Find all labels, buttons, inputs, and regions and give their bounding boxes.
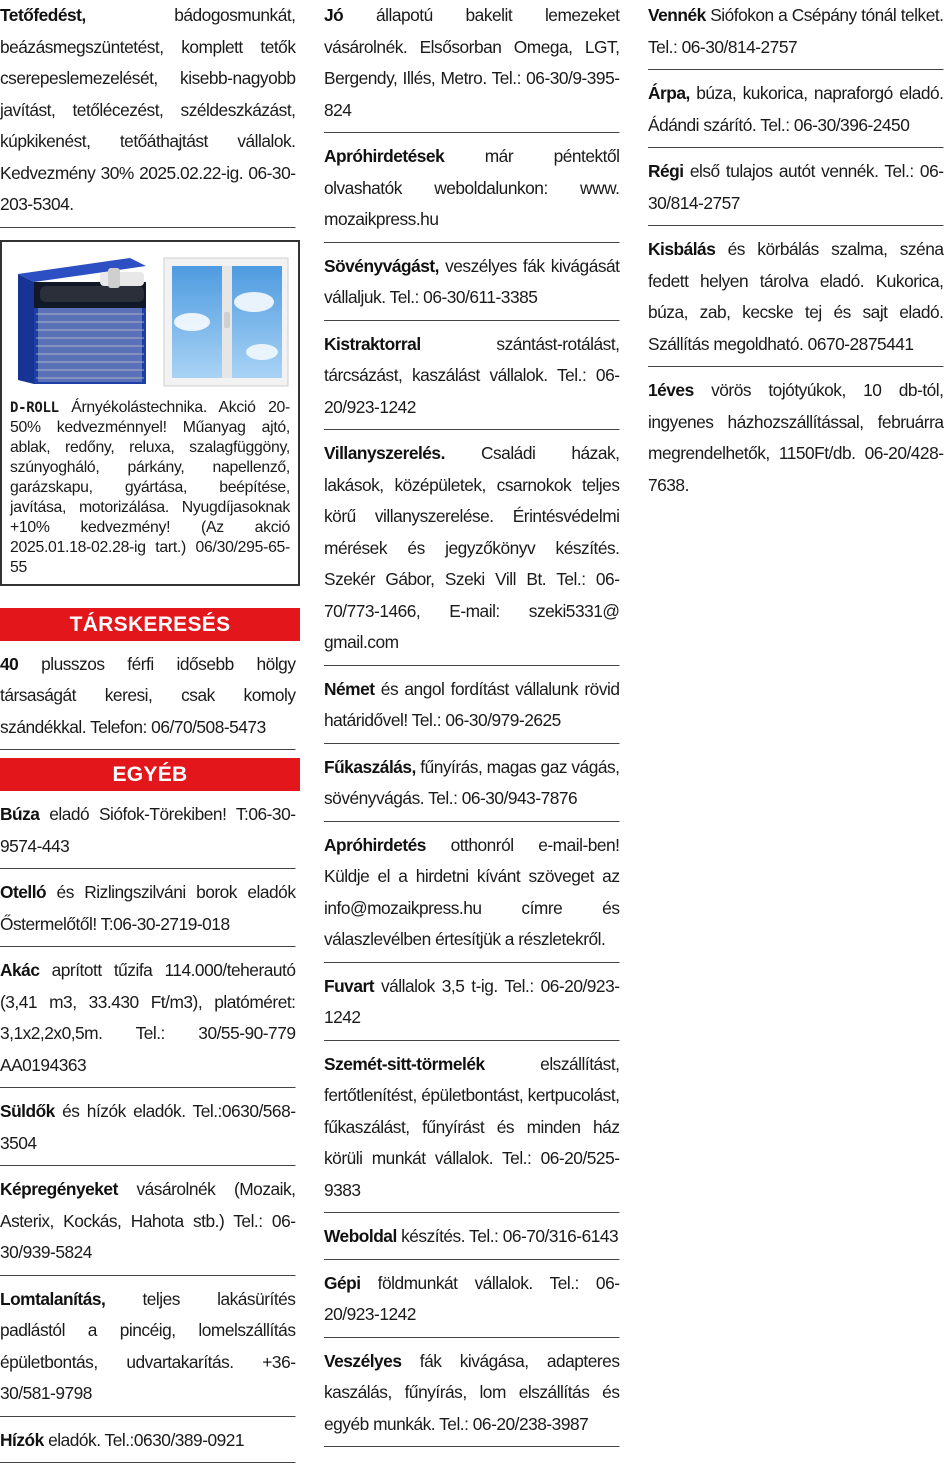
droll-brand: D-ROLL xyxy=(10,399,59,416)
ad-text: teljes lakásürítés padlástól a pincéig, lomelszállítás épületbontás, udvartakarítás. +36-30/581-9798 xyxy=(0,1288,296,1403)
ad-hizok xyxy=(0,1425,296,1464)
ad-sovenyvagast xyxy=(324,251,620,321)
ad-buza xyxy=(0,799,296,869)
ad-keyword: Árpa, xyxy=(648,83,690,103)
droll-box-ad xyxy=(0,240,300,586)
ad-aprohirdetesek xyxy=(324,141,620,243)
ad-keyword: Jó xyxy=(324,5,344,25)
droll-body: Árnyékolástechnika. Akció 20-50% kedvezménnyel! Műanyag ajtó, ablak, redőny, reluxa, szalagfüggöny, szúnyogháló, párkány, napellenző, garázskapu, gyártása, beépítése, javítása, motorizálása. Nyugdíjasoknak +10% kedvezmény! (Az akció 2025.01.18-02.28-ig tart.) 06/30/295-65-55 xyxy=(10,398,290,576)
ad-40 xyxy=(0,649,296,751)
ad-keyword: Fuvart xyxy=(324,975,375,996)
ad-text: már péntektől olvashatók weboldalunkon: www. mozaikpress.hu xyxy=(324,146,620,229)
ad-text: szántást-rotálást, tárcsázást, kaszálást vállalok. Tel.: 06-20/923-1242 xyxy=(324,333,620,417)
ad-keyword: 40 xyxy=(0,653,19,674)
ad-text: veszélyes fák kivágását vállaljuk. Tel.: 06-30/611-3385 xyxy=(324,255,620,307)
ad-suldok xyxy=(0,1096,296,1166)
ad-keyword: 1éves xyxy=(648,380,694,400)
ad-text: Siófokon a Csépány tónál telket. Tel.: 06-30/814-2757 xyxy=(648,5,944,57)
ad-keyword: Szemét-sitt-törmelék xyxy=(324,1053,485,1074)
ad-1eves xyxy=(648,375,944,507)
ad-keyword: Süldők xyxy=(0,1101,55,1121)
ad-keyword: Lomtalanítás, xyxy=(0,1288,106,1309)
section-header-egyeb: EGYÉB xyxy=(0,758,300,791)
ad-regi xyxy=(648,156,944,226)
ad-text: eladók. Tel.:0630/389-0921 xyxy=(43,1429,245,1450)
ad-keyword: Fűkaszálás, xyxy=(324,756,416,777)
ad-otello xyxy=(0,877,296,947)
droll-text xyxy=(10,398,290,578)
ad-jo xyxy=(324,0,620,133)
ad-text: és angol fordítást vállalunk rövid határidővel! Tel.: 06-30/979-2625 xyxy=(324,678,620,730)
column-2 xyxy=(324,0,624,1455)
roller-shutter-image xyxy=(10,252,150,388)
window-image xyxy=(162,252,290,388)
droll-images xyxy=(10,252,290,390)
ad-keyword: Kistraktorral xyxy=(324,333,421,354)
ad-szemet xyxy=(324,1049,620,1214)
ad-keyword: Weboldal xyxy=(324,1226,397,1246)
ad-keyword: Vennék xyxy=(648,5,706,25)
ad-keyword: Képregényeket xyxy=(0,1179,118,1199)
ad-lomtalanitas xyxy=(0,1284,296,1417)
ad-veszelyes xyxy=(324,1346,620,1448)
ad-text: fűnyírás, magas gaz vágás, sövényvágás. Tel.: 06-30/943-7876 xyxy=(324,756,620,808)
ad-text: fák kivágása, adapteres kaszálás, fűnyírás, lom elszállítás és egyéb munkák. Tel.: 06-20/238-3987 xyxy=(324,1350,620,1434)
ad-keyword: Búza xyxy=(0,804,40,824)
ad-kisbalas xyxy=(648,234,944,367)
ad-keyword: Tetőfedést, xyxy=(0,5,86,25)
ad-vennek xyxy=(648,0,944,70)
ad-keyword: Kisbálás xyxy=(648,239,716,259)
ad-text: vállalok 3,5 t-ig. Tel.: 06-20/923-1242 xyxy=(324,975,620,1027)
ad-text: elszállítást, fertőtlenítést, épületbontást, kertpucolást, fűkaszálást, fűnyírást és minden ház körüli munkát vállalok. Tel.: 06-20/525-9383 xyxy=(324,1053,620,1200)
ad-text: aprított tűzifa 114.000/teherautó (3,41 m3, 33.430 Ft/m3), platóméret: 3,1x2,2x0,5m. Tel.: 30/55-90-779 AA0194363 xyxy=(0,960,296,1075)
ad-keyword: Gépi xyxy=(324,1272,361,1293)
ad-keyword: Veszélyes xyxy=(324,1350,402,1371)
ad-text: készítés. Tel.: 06-70/316-6143 xyxy=(396,1226,619,1246)
ad-text: földmunkát vállalok. Tel.: 06-20/923-1242 xyxy=(324,1272,620,1324)
ad-tetofedest xyxy=(0,0,296,228)
column-1 xyxy=(0,0,300,1471)
ad-fukaszalas xyxy=(324,752,620,822)
section-header-tarskereses: TÁRSKERESÉS xyxy=(0,608,300,641)
ad-keyword: Régi xyxy=(648,161,684,181)
ad-aprohirdetes-email xyxy=(324,830,620,963)
ad-text: otthonról e-mail-ben! Küldje el a hirdetni kívánt szöveget az info@mozaikpress.hu címre és válaszlevélben értesítjük a részletekről. xyxy=(324,834,620,949)
ad-akac xyxy=(0,955,296,1088)
ad-villanyszereles xyxy=(324,438,620,666)
ad-text: vásárolnék (Mozaik, Asterix, Kockás, Hahota stb.) Tel.: 06-30/939-5824 xyxy=(0,1179,296,1262)
ad-nemet xyxy=(324,674,620,744)
ad-text: és körbálás szalma, széna fedett helyen tárolva eladó. Kukorica, búza, zab, kecske tej és sajt eladó. Szállítás megoldható. 0670-2875441 xyxy=(648,239,944,354)
ad-keyword: Német xyxy=(324,678,375,699)
ad-arpa xyxy=(648,78,944,148)
ad-keyword: Apróhirdetés xyxy=(324,834,426,855)
ad-text: vörös tojótyúkok, 10 db-tól, ingyenes házhozszállítással, februárra megrendelhetők, 1150Ft/db. 06-20/428-7638. xyxy=(648,380,944,495)
ad-text: bádogosmunkát, beázásmegszüntetést, komplett tetők cserepeslemezelését, kisebb-nagyobb javítást, tetőlécezést, széldeszkázást, kúpkikenést, tetőáthajtást vállalok. Kedvezmény 30% 2025.02.22-ig. 06-30-203-5304. xyxy=(0,5,296,214)
ad-text: első tulajos autót vennék. Tel.: 06-30/814-2757 xyxy=(648,161,944,213)
ad-text: Családi házak, lakások, középületek, csarnokok teljes körű villanyszerelése. Érintésvédelmi mérések és jegyzőkönyv készítés. Szekér Gábor, Szeki Vill Bt. Tel.: 06-70/773-1466, E-mail: szeki5331@ gmail.com xyxy=(324,443,620,652)
ad-text: búza, kukorica, napraforgó eladó. Ádándi szárító. Tel.: 06-30/396-2450 xyxy=(648,83,944,135)
column-3 xyxy=(648,0,948,515)
ad-keyword: Akác xyxy=(0,960,40,980)
ad-keyword: Apróhirdetések xyxy=(324,146,445,166)
ad-text: eladó Siófok-Törekiben! T:06-30-9574-443 xyxy=(0,804,296,856)
ad-fuvart xyxy=(324,971,620,1041)
ad-gepi xyxy=(324,1268,620,1338)
ad-keyword: Villanyszerelés. xyxy=(324,443,445,463)
ad-keyword: Hízók xyxy=(0,1429,44,1450)
ad-text: és hízók eladók. Tel.:0630/568-3504 xyxy=(0,1101,296,1153)
ad-keyword: Otelló xyxy=(0,882,47,902)
ad-kepregeny xyxy=(0,1174,296,1276)
ad-text: plusszos férfi idősebb hölgy társaságát keresi, csak komoly szándékkal. Telefon: 06/70/508-5473 xyxy=(0,653,296,737)
ad-text: állapotú bakelit lemezeket vásárolnék. Elsősorban Omega, LGT, Bergendy, Illés, Metro. Tel.: 06-30/9-395-824 xyxy=(324,5,620,120)
ad-keyword: Sövényvágást, xyxy=(324,255,439,276)
ad-kistraktorral xyxy=(324,329,620,431)
ad-text: és Rizlingszilváni borok eladók Őstermelőtől! T:06-30-2719-018 xyxy=(0,882,296,934)
ad-weboldal xyxy=(324,1221,620,1260)
